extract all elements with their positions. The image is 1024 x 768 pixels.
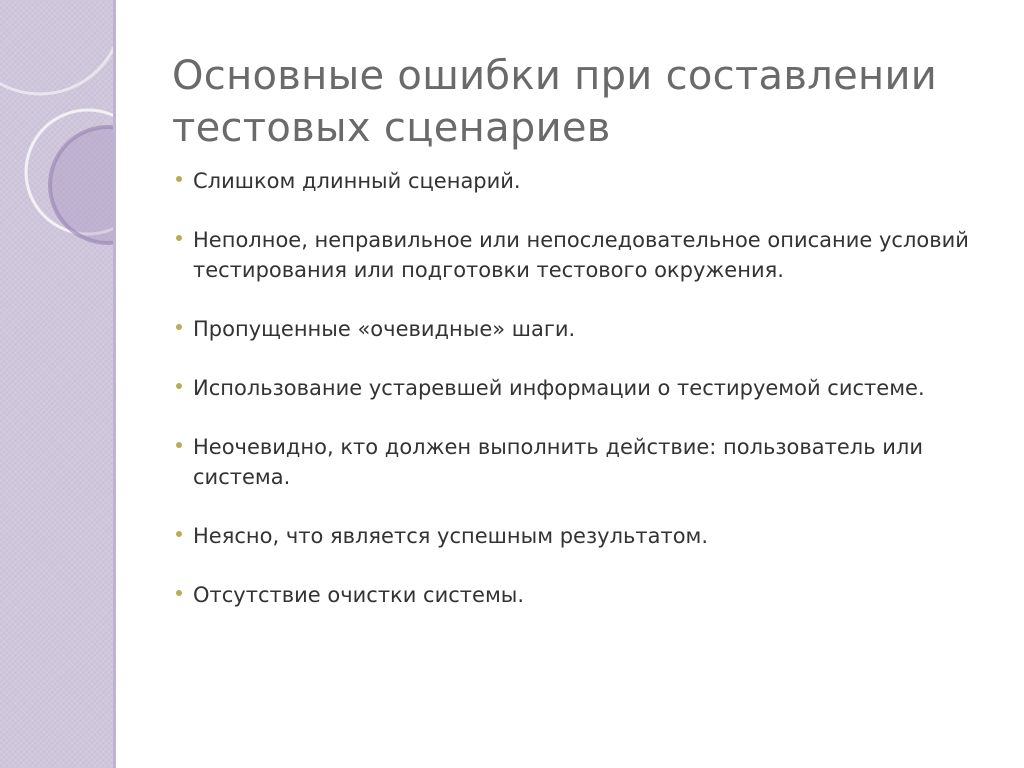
bullet-text: Отсутствие очистки системы. bbox=[193, 583, 525, 607]
decorative-side-panel bbox=[0, 0, 113, 768]
bullet-item bbox=[176, 225, 996, 285]
bullet-dot-icon bbox=[176, 176, 182, 182]
bullet-dot-icon bbox=[176, 235, 182, 241]
decorative-rings bbox=[0, 0, 113, 768]
bullet-text: Неясно, что является успешным результатом. bbox=[193, 524, 709, 548]
bullet-item bbox=[176, 432, 996, 492]
bullet-text: Неполное, неправильное или непоследовательное описание условий тестирования или подготовки тестового окружения. bbox=[193, 228, 969, 282]
bullet-dot-icon bbox=[176, 590, 182, 596]
bullet-text: Использование устаревшей информации о тестируемой системе. bbox=[193, 376, 925, 400]
bullet-text: Неочевидно, кто должен выполнить действие: пользователь или система. bbox=[193, 435, 923, 489]
bullet-text: Пропущенные «очевидные» шаги. bbox=[193, 317, 576, 341]
bullet-dot-icon bbox=[176, 383, 182, 389]
bullet-text: Слишком длинный сценарий. bbox=[193, 169, 521, 193]
bullet-dot-icon bbox=[176, 324, 182, 330]
decorative-ring-top bbox=[0, 0, 113, 94]
bullet-item bbox=[176, 580, 996, 610]
bullet-item bbox=[176, 314, 996, 344]
side-panel-edge bbox=[113, 0, 116, 768]
bullet-item bbox=[176, 373, 996, 403]
bullet-item bbox=[176, 521, 996, 551]
bullet-dot-icon bbox=[176, 442, 182, 448]
bullet-dot-icon bbox=[176, 531, 182, 537]
bullet-list bbox=[176, 166, 996, 639]
bullet-item bbox=[176, 166, 996, 196]
slide-title: Основные ошибки при составлении тестовых сценариев bbox=[172, 53, 938, 151]
